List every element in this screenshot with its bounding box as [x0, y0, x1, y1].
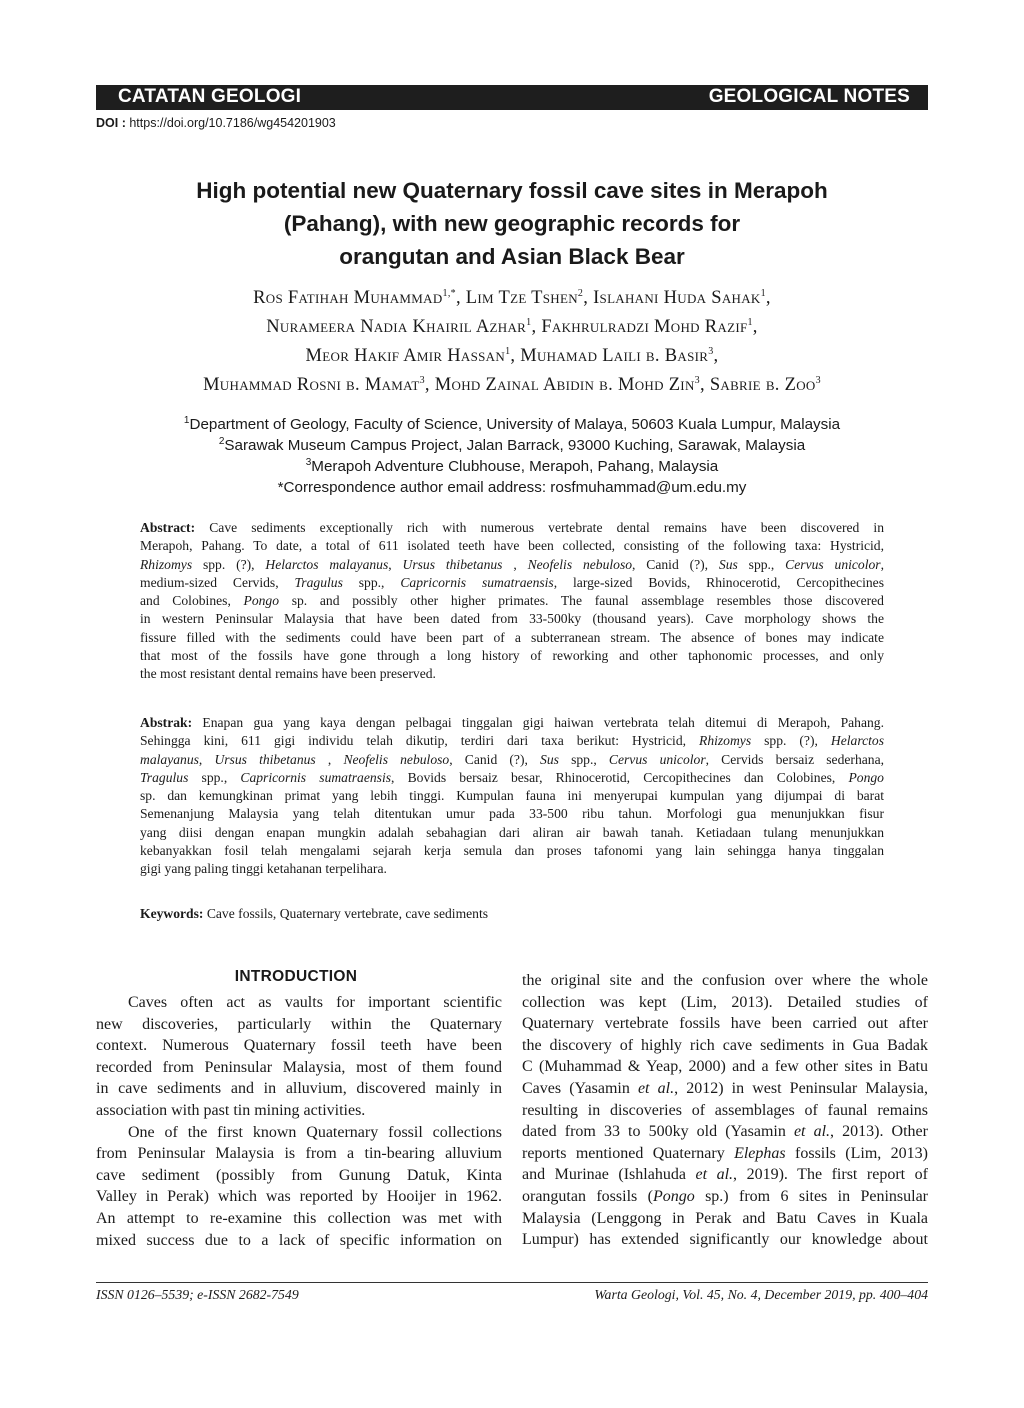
author-name: Meor Hakif Amir Hassan [305, 346, 506, 366]
body-line: association with past tin mining activities. [96, 1101, 366, 1119]
author-line: Meor Hakif Amir Hassan$^1$, Muhamad Laili b. Basir$^3$, [305, 345, 719, 366]
body-line: from Peninsular Malaysia is from a tin-bearing alluvium [96, 1145, 502, 1163]
author-line: Muhammad Rosni b. Mamat$^3$, Mohd Zainal Abidin b. Mohd Zin$^3$, Sabrie b. Zoo$^3$ [203, 374, 821, 395]
affiliations [96, 414, 928, 498]
abstrak-block [140, 714, 884, 879]
author-name: Mohd Zainal Abidin b. Mohd Zin [434, 375, 695, 395]
author-affil-sup: 3 [694, 374, 700, 386]
taxon: Neofelis nebuloso [527, 556, 633, 572]
affiliation-2 [96, 435, 928, 456]
body-line: Lumpur) has extended significantly our knowledge about [522, 1231, 928, 1249]
body-line: resulting in discoveries of assemblages of faunal remains [522, 1101, 928, 1119]
taxon: Tragulus [140, 769, 189, 785]
abstrak-line [140, 751, 884, 769]
taxon: Pongo [243, 593, 280, 609]
abstract-line: the most resistant dental remains have been preserved. [140, 666, 436, 682]
abstrak-label: Abstrak: [140, 715, 193, 730]
body-line: the discovery of highly rich cave sediments in Gua Badak [522, 1036, 928, 1054]
paper-title [96, 174, 928, 273]
taxon: Rhizomys [699, 733, 752, 749]
author-affil-sup: 2 [577, 287, 584, 299]
taxon: Ursus thibetanus [402, 556, 503, 572]
abstrak-line [140, 732, 884, 750]
body-line: Quaternary vertebrate fossils have been carried out after [522, 1015, 928, 1033]
abstrak-line: sp. dan kemungkinan primat yang lebih tinggi. Kumpulan fauna ini menyerupai kumpulan yang dijumpai di barat [140, 788, 884, 804]
author-affil-sup: 1 [526, 316, 532, 328]
taxon: Ursus thibetanus [214, 751, 316, 767]
body-line [522, 1121, 928, 1143]
body-text: fossils (Lim, 2013) [785, 1144, 928, 1162]
author-affil-sup: 1 [760, 287, 766, 299]
affil-sup: 3 [305, 456, 312, 468]
body-line: Valley in Perak) which was reported by Hooijer in 1962. [96, 1188, 502, 1206]
abstract-block [140, 519, 884, 684]
body-line [522, 1143, 928, 1165]
section-heading-introduction: INTRODUCTION [234, 968, 358, 985]
abstract-line: that most of the fossils have gone through a long history of reworking and other taphonomic processes, and only [140, 648, 884, 664]
abstrak-text: , [315, 751, 344, 767]
author-name: Islahani Huda Sahak [593, 288, 761, 308]
abstract-text: , [880, 556, 884, 572]
abstract-text: , Canid (?), [632, 556, 719, 572]
taxon: Cervus unicolor [608, 751, 706, 767]
author-line: Ros Fatihah Muhammad$^{1,*}$, Lim Tze Tshen$^2$, Islahani Huda Sahak$^1$, [253, 287, 771, 308]
body-text: reports mentioned Quaternary [522, 1144, 735, 1162]
taxon: Helarctos malayanus [265, 556, 389, 572]
taxon: Capricornis sumatraensis [400, 574, 554, 590]
abstrak-text: , Cervids bersaiz sederhana, [705, 751, 884, 767]
body-line: in cave sediments and in alluvium, discovered mainly in [96, 1080, 502, 1098]
body-line: collection was kept (Lim, 2013). Detailed studies of [522, 993, 928, 1011]
author-affil-sup: 1 [505, 345, 511, 357]
abstrak-line: yang diisi dengan enapan mungkin adalah sebahagian dari aliran air bawah tanah. Ketiadaan tulang menunjukkan [140, 824, 884, 840]
taxon: Neofelis nebuloso [343, 751, 450, 767]
affiliation-1 [96, 414, 928, 435]
body-italic: et al. [637, 1079, 675, 1097]
author-affil-sup: 1,* [442, 287, 456, 299]
taxon: Capricornis sumatraensis [240, 769, 392, 785]
body-text: , 2013). Other [830, 1123, 928, 1141]
abstract-label: Abstract: [140, 520, 196, 535]
abstract-text: spp., [737, 556, 786, 572]
abstrak-line: kebanyakkan fosil telah mengalami sejarah kerja semula dan proses tafonomi yang lain sehingga hanya tinggalan [140, 843, 884, 859]
author-name: Muhamad Laili b. Basir [520, 346, 709, 366]
abstract-text: Cave sediments exceptionally rich with numerous vertebrate dental remains have been discovered in [209, 520, 885, 535]
body-text: , 2012) in west Peninsular Malaysia, [674, 1079, 928, 1097]
body-line: An attempt to re-examine this collection was met with [96, 1209, 502, 1227]
author-name: Muhammad Rosni b. Mamat [203, 375, 420, 395]
doi-link[interactable]: https://doi.org/10.7186/wg454201903 [129, 116, 336, 130]
abstrak-line: gigi yang paling tinggi ketahanan terpelihara. [140, 861, 387, 877]
correspondence-email: *Correspondence author email address: rosfmuhammad@um.edu.my [277, 479, 747, 496]
body-line: context. Numerous Quaternary fossil teeth have been [96, 1037, 502, 1055]
taxon: Sus [540, 751, 559, 767]
abstrak-text: , [198, 751, 215, 767]
abstrak-text: Enapan gua yang kaya dengan pelbagai tinggalan gigi haiwan vertebrata telah ditemui di Merapoh, Pahang. [202, 715, 884, 730]
taxon: Cervus unicolor [785, 556, 881, 572]
title-line: High potential new Quaternary fossil cave sites in Merapoh [196, 178, 828, 203]
body-text: , 2019). The first report of [733, 1166, 928, 1184]
author-name: Sabrie b. Zoo [709, 375, 816, 395]
abstrak-line [140, 714, 884, 732]
abstract-text: medium-sized Cervids, [140, 574, 295, 590]
doi-line [96, 116, 336, 130]
taxon: Rhizomys [140, 556, 193, 572]
body-column-left [96, 992, 502, 1251]
header-right-label: GEOLOGICAL NOTES [708, 86, 910, 107]
keywords-text: Cave fossils, Quaternary vertebrate, cave sediments [203, 906, 489, 921]
abstract-text: and Colobines, [140, 593, 244, 609]
body-line: the original site and the confusion over where the whole [522, 972, 928, 989]
abstract-line: fissure filled with the sediments could have been part of a subterranean stream. The absence of bones may indicate [140, 629, 884, 645]
abstrak-text: Sehingga kini, 611 gigi individu telah dikutip, terdiri dari taxa berikut: Hystricid, [140, 733, 700, 749]
affil-sup: 1 [183, 414, 190, 426]
body-line: new discoveries, particularly within the Quaternary [96, 1015, 502, 1033]
abstract-text: , [388, 556, 403, 572]
body-line [522, 1164, 928, 1186]
body-line [522, 1186, 928, 1208]
body-line: cave sediment (possibly from Gunung Datuk, Kinta [96, 1166, 502, 1184]
body-line: Caves often act as vaults for important scientific [128, 994, 502, 1011]
footer-citation: Warta Geologi, Vol. 45, No. 4, December 2019, pp. 400–404 [594, 1287, 928, 1302]
body-italic: et al. [793, 1123, 831, 1141]
affil-text: Merapoh Adventure Clubhouse, Merapoh, Pahang, Malaysia [311, 458, 719, 475]
author-name: Fakhrulradzi Mohd Razif [541, 317, 748, 337]
affiliation-3 [96, 456, 928, 477]
abstract-text: , large-sized Bovids, Rhinocerotid, Cercopithecines [553, 574, 884, 590]
body-text: sp.) from 6 sites in Peninsular [694, 1187, 929, 1205]
doi-label: DOI : [96, 116, 126, 130]
affil-text: Sarawak Museum Campus Project, Jalan Barrack, 93000 Kuching, Sarawak, Malaysia [224, 437, 806, 454]
affil-sup: 2 [218, 435, 225, 447]
abstract-text: spp., [342, 574, 401, 590]
body-line: C (Muhammad & Yeap, 2000) and a few other sites in Batu [522, 1058, 928, 1076]
header-left-label: CATATAN GEOLOGI [118, 86, 302, 107]
taxon: Tragulus [294, 574, 343, 590]
body-line [522, 1078, 928, 1100]
abstrak-text: spp. (?), [751, 733, 831, 749]
abstract-text: spp. (?), [192, 556, 266, 572]
journal-header-bar [96, 85, 928, 110]
keywords-line [140, 906, 488, 922]
author-affil-sup: 3 [419, 374, 425, 386]
abstrak-text: , Canid (?), [449, 751, 541, 767]
abstrak-line [140, 769, 884, 787]
abstract-text: , [502, 556, 528, 572]
footer-issn: ISSN 0126–5539; e-ISSN 2682-7549 [96, 1287, 299, 1302]
title-line: (Pahang), with new geographic records for [283, 211, 741, 236]
body-line: recorded from Peninsular Malaysia, most of them found [96, 1058, 502, 1076]
body-italic: et al. [695, 1166, 734, 1184]
body-line: Malaysia (Lenggong in Perak and Batu Caves in Kuala [522, 1209, 928, 1227]
body-line: One of the first known Quaternary fossil collections [128, 1123, 502, 1141]
body-column-right [522, 970, 928, 1251]
body-line: mixed success due to a lack of specific information on [96, 1231, 502, 1249]
author-name: Ros Fatihah Muhammad [253, 288, 443, 308]
author-affil-sup: 3 [815, 374, 821, 386]
taxon: Sus [718, 556, 738, 572]
taxon: malayanus [140, 751, 199, 767]
abstract-line [140, 556, 884, 574]
abstract-line [140, 519, 884, 537]
author-affil-sup: 1 [747, 316, 753, 328]
author-name: Nurameera Nadia Khairil Azhar [266, 317, 527, 337]
taxon: Helarctos [830, 733, 884, 749]
abstract-text: sp. and possibly other higher primates. The faunal assemblage resembles those discovered [279, 593, 884, 609]
body-text: Caves (Yasamin [522, 1079, 638, 1097]
author-name: Lim Tze Tshen [465, 288, 578, 308]
author-affil-sup: 3 [708, 345, 714, 357]
abstract-line: Merapoh, Pahang. To date, a total of 611 isolated teeth have been collected, consisting of the following taxa: Hystricid, [140, 538, 884, 554]
abstract-line [140, 574, 884, 592]
title-line: orangutan and Asian Black Bear [339, 244, 685, 269]
taxon: Pongo [848, 769, 884, 785]
abstract-line [140, 592, 884, 610]
body-italic: Elephas [734, 1144, 786, 1162]
affil-text: Department of Geology, Faculty of Science, University of Malaya, 50603 Kuala Lumpur, Malaysia [189, 416, 841, 433]
abstrak-text: spp., [188, 769, 241, 785]
abstrak-text: , Bovids bersaiz besar, Rhinocerotid, Cercopithecines dan Colobines, [391, 769, 849, 785]
body-text: orangutan fossils ( [522, 1187, 653, 1205]
author-list [96, 284, 928, 400]
abstrak-line: Semenanjung Malaysia yang telah ditentukan umur pada 33-500 ribu tahun. Morfologi gua menunjukkan fisur [140, 806, 884, 822]
keywords-label: Keywords: [140, 906, 204, 921]
abstract-line: in western Peninsular Malaysia that have been dated from 33-500ky (thousand years). Cave morphology shows the [140, 611, 884, 627]
body-text: and Murinae (Ishlahuda [522, 1166, 696, 1184]
body-text: dated from 33 to 500ky old (Yasamin [522, 1123, 794, 1141]
abstrak-text: spp., [558, 751, 609, 767]
footer-rule [96, 1282, 928, 1283]
author-line: Nurameera Nadia Khairil Azhar$^1$, Fakhrulradzi Mohd Razif$^1$, [266, 316, 758, 337]
body-italic: Pongo [652, 1187, 695, 1205]
